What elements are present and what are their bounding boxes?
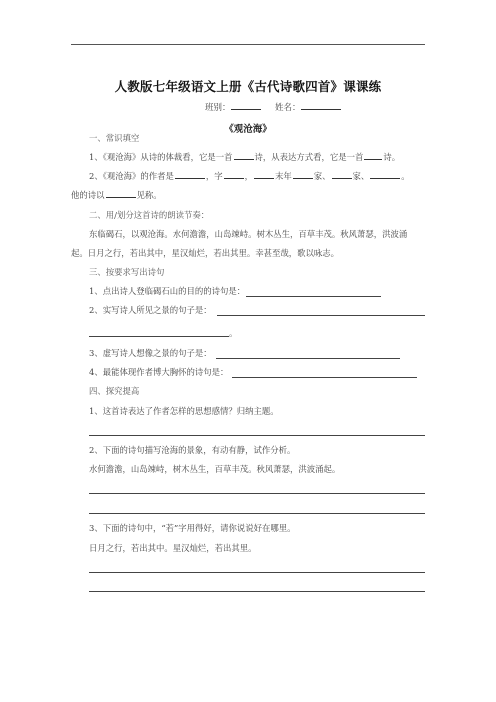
poem-title: 《观沧海》: [224, 124, 272, 135]
section3-q4-answer-line[interactable]: [232, 377, 417, 378]
blank-role3[interactable]: [370, 170, 400, 179]
section3-q4: 4、最能体现作者博大胸怀的诗句是：: [89, 367, 229, 377]
section4-q2-quote: 水何澹澹，山岛竦峙，树木丛生，百草丰茂。秋风萧瑟，洪波涌起。: [89, 464, 341, 474]
blank-style[interactable]: [106, 189, 136, 198]
section2-heading: 二、用/划分这首诗的朗读节奏：: [89, 210, 210, 220]
poem-text-line1: 东临碣石，以观沧海。水何澹澹，山岛竦峙。树木丛生，百草丰茂。秋风萧瑟，洪波涌: [89, 229, 408, 239]
blank-role2[interactable]: [332, 170, 352, 179]
name-input-line[interactable]: [301, 100, 341, 110]
section4-q3-answer-line1[interactable]: [89, 572, 425, 573]
section4-q3: 3、下面的诗句中，“若”字用得好，请你说说好在哪里。: [89, 523, 296, 533]
blank-dynasty[interactable]: [254, 170, 274, 179]
section1-q2: 2、《观沧海》的作者是 ，字 ， 末年 家、 家、 。: [89, 171, 410, 181]
class-label: 班别：: [205, 103, 231, 113]
section3-q2-answer-line2[interactable]: [89, 336, 229, 337]
section1-heading: 一、常识填空: [89, 133, 140, 143]
blank-courtesy-name[interactable]: [224, 170, 244, 179]
section4-q3-answer-line2[interactable]: [89, 591, 425, 592]
blank-genre[interactable]: [234, 151, 254, 160]
section3-q1: 1、点出诗人登临碣石山的目的的诗句是：: [89, 286, 246, 296]
section4-q3-quote: 日月之行，若出其中。星汉灿烂，若出其里。: [89, 543, 257, 553]
class-input-line[interactable]: [231, 100, 261, 110]
section3-q2-end: 。: [229, 328, 238, 338]
blank-expression[interactable]: [364, 151, 382, 160]
section1-q1: 1、《观沧海》从诗的体裁看，它是一首 诗，从表达方式看，它是一首 诗。: [89, 152, 401, 162]
blank-role1[interactable]: [293, 170, 313, 179]
class-field: [205, 100, 261, 113]
section4-q2: 2、下面的诗句描写沧海的景象，有动有静，试作分析。: [89, 445, 296, 455]
section3-q3-answer-line[interactable]: [216, 358, 400, 359]
worksheet-title: 人教版七年级语文上册《古代诗歌四首》课课练: [114, 79, 382, 94]
section4-q2-answer-line2[interactable]: [89, 513, 425, 514]
section3-q3: 3、虚写诗人想像之景的句子是：: [89, 348, 212, 358]
section4-heading: 四、探究提高: [89, 386, 140, 396]
section3-q2-answer-line[interactable]: [217, 315, 425, 316]
section3-heading: 三、按要求写出诗句: [89, 267, 165, 277]
top-rule: [71, 44, 425, 45]
blank-author[interactable]: [175, 170, 205, 179]
section4-q1: 1、这首诗表达了作者怎样的思想感情？归纳主题。: [89, 406, 279, 416]
poem-text-line2: 起。日月之行，若出其中，星汉灿烂，若出其里。幸甚至哉，歌以咏志。: [71, 248, 339, 258]
name-label: 姓名：: [275, 103, 301, 113]
section3-q2: 2、实写诗人所见之景的句子是：: [89, 305, 212, 315]
section4-q1-answer-line[interactable]: [89, 435, 425, 436]
section4-q2-answer-line1[interactable]: [89, 493, 425, 494]
section3-q1-answer-line[interactable]: [246, 296, 381, 297]
section1-q2-cont: 他的诗以 见称。: [71, 190, 162, 200]
name-field: [275, 100, 341, 113]
